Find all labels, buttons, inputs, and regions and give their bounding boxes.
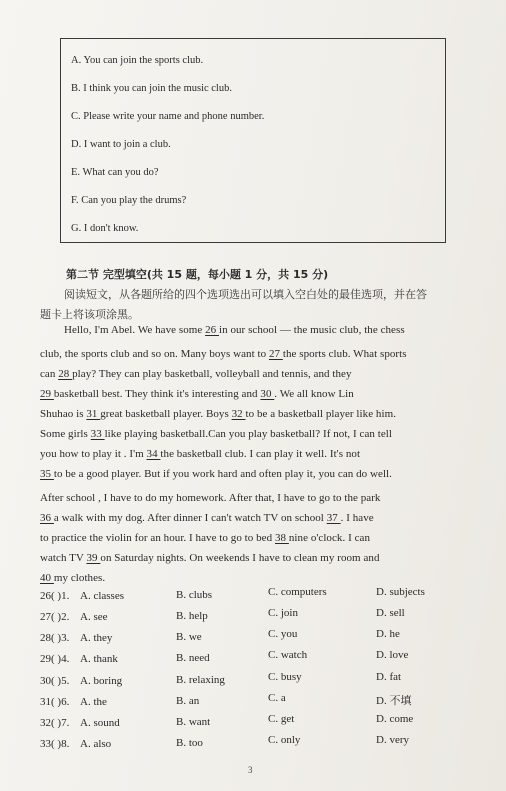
question-number: 32( )7. — [40, 717, 70, 729]
blank-number: 36 — [40, 512, 54, 524]
blank-number: 34 — [146, 448, 161, 460]
passage-text: great basketball player. Boys — [100, 408, 232, 420]
blank-number: 31 — [86, 408, 101, 420]
choice-option-a: A. also — [80, 738, 112, 750]
question-number: 29( )4. — [40, 653, 70, 665]
choice-option-c: C. busy — [268, 671, 302, 683]
question-number: 33( )8. — [40, 738, 70, 750]
blank-number: 28 — [58, 368, 73, 380]
choice-option-c: C. you — [268, 628, 298, 640]
option-c: C. Please write your name and phone number. — [71, 111, 265, 122]
blank-number: 26 — [205, 324, 219, 336]
passage-text: to be a basketball player like him. — [245, 408, 396, 420]
option-b: B. I think you can join the music club. — [71, 83, 232, 94]
choice-option-a: A. classes — [80, 590, 124, 602]
passage-text: to practice the violin for an hour. I have to go to bed — [40, 532, 275, 544]
option-e: E. What can you do? — [71, 167, 159, 178]
choice-option-b: B. help — [176, 610, 208, 622]
choice-option-d: D. come — [376, 713, 414, 725]
option-g: G. I don't know. — [71, 223, 139, 234]
passage-line — [40, 368, 352, 380]
passage-text: nine o'clock. I can — [288, 532, 370, 544]
section-intro-line-2: 题卡上将该项涂黑。 — [40, 308, 139, 321]
passage-line — [40, 532, 370, 544]
choice-option-b: B. need — [176, 652, 210, 664]
section-title: 第二节 完型填空(共 15 题，每小题 1 分，共 15 分) — [66, 268, 329, 281]
choice-option-c: C. a — [268, 692, 286, 704]
passage-text: club, the sports club and so on. Many boys want to — [40, 348, 269, 360]
options-box — [60, 38, 446, 243]
passage-line — [40, 408, 396, 420]
section-intro-line-1: 阅读短文，从各题所给的四个选项选出可以填入空白处的最佳选项，并在答 — [64, 288, 427, 301]
choice-option-b: B. an — [176, 695, 200, 707]
passage-text: a walk with my dog. After dinner I can't watch TV on school — [53, 512, 327, 524]
passage-text: basketball best. They think it's interesting and — [53, 388, 261, 400]
choice-option-a: A. sound — [80, 717, 120, 729]
passage-text: . I have — [340, 512, 374, 524]
choice-option-b: B. want — [176, 716, 211, 728]
passage-text: After school , I have to do my homework. After that, I have to go to the park — [40, 492, 381, 504]
choice-option-b: B. too — [176, 737, 203, 749]
choice-option-c: C. join — [268, 607, 298, 619]
passage-text: to be a good player. But if you work hard and often play it, you can do well. — [53, 468, 392, 480]
choice-option-a: A. they — [80, 632, 113, 644]
option-d: D. I want to join a club. — [71, 139, 171, 150]
question-number: 26( )1. — [40, 590, 70, 602]
passage-text: the basketball club. I can play it well. It's not — [160, 448, 361, 460]
passage-line — [40, 552, 380, 564]
blank-number: 37 — [326, 512, 341, 524]
blank-number: 30 — [260, 388, 275, 400]
passage-text: watch TV — [40, 552, 87, 564]
passage-text: . We all know Lin — [274, 388, 354, 400]
page-number: 3 — [248, 765, 253, 775]
passage-line — [40, 348, 407, 360]
choice-option-d: D. subjects — [376, 586, 425, 598]
passage-text: Shuhao is — [40, 408, 87, 420]
passage-text: play? They can play basketball, volleyball and tennis, and they — [72, 368, 352, 380]
passage-line — [40, 428, 392, 440]
choice-option-c: C. watch — [268, 649, 308, 661]
blank-number: 32 — [231, 408, 246, 420]
question-number: 28( )3. — [40, 632, 70, 644]
choice-option-b: B. we — [176, 631, 202, 643]
question-number: 31( )6. — [40, 696, 70, 708]
choice-option-d: D. he — [376, 628, 400, 640]
passage-line — [40, 572, 105, 584]
passage-line — [40, 468, 392, 480]
passage-text: on Saturday nights. On weekends I have to clean my room and — [100, 552, 380, 564]
blank-number: 35 — [40, 468, 54, 480]
choice-option-d: D. 不填 — [376, 695, 412, 707]
passage-line — [40, 448, 360, 460]
choice-option-a: A. the — [80, 696, 107, 708]
passage-text: in our school — the music club, the chess — [219, 324, 405, 336]
choice-option-c: C. computers — [268, 586, 327, 598]
blank-number: 29 — [40, 388, 54, 400]
choice-option-d: D. very — [376, 734, 409, 746]
choice-option-b: B. relaxing — [176, 674, 225, 686]
passage-text: Some girls — [40, 428, 91, 440]
passage-text: can — [40, 368, 59, 380]
passage-text: like playing basketball.Can you play basketball? If not, I can tell — [104, 428, 393, 440]
choice-option-a: A. thank — [80, 653, 118, 665]
passage-line — [40, 492, 380, 504]
choice-option-c: C. only — [268, 734, 301, 746]
blank-number: 33 — [90, 428, 105, 440]
choice-option-a: A. see — [80, 611, 108, 623]
passage-text: my clothes. — [53, 572, 106, 584]
choice-option-d: D. fat — [376, 671, 402, 683]
blank-number: 38 — [274, 532, 289, 544]
passage-text: you how to play it . I'm — [40, 448, 147, 460]
choice-option-d: D. sell — [376, 607, 405, 619]
choice-option-a: A. boring — [80, 675, 123, 687]
passage-text: Hello, I'm Abel. We have some — [64, 324, 206, 336]
blank-number: 40 — [40, 572, 54, 584]
choice-option-d: D. love — [376, 649, 409, 661]
choice-option-b: B. clubs — [176, 589, 213, 601]
blank-number: 27 — [268, 348, 283, 360]
question-number: 27( )2. — [40, 611, 70, 623]
passage-line — [40, 512, 374, 524]
option-a: A. You can join the sports club. — [71, 55, 204, 66]
choice-option-c: C. get — [268, 713, 295, 725]
question-number: 30( )5. — [40, 675, 70, 687]
option-f: F. Can you play the drums? — [71, 195, 187, 206]
passage-line — [40, 388, 354, 400]
blank-number: 39 — [86, 552, 101, 564]
passage-text: the sports club. What sports — [282, 348, 407, 360]
passage-line — [64, 324, 405, 336]
